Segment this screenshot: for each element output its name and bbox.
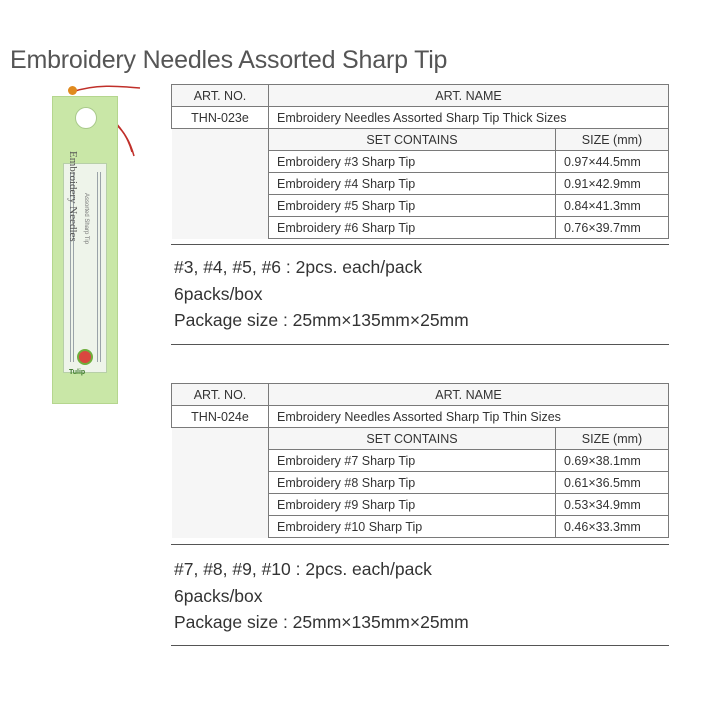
art-no-cell: THN-024e <box>172 406 269 428</box>
item-name-cell: Embroidery #3 Sharp Tip <box>269 151 556 173</box>
col-header-art-no: ART. NO. <box>172 85 269 107</box>
table-header-row <box>172 384 669 406</box>
info-line: 6packs/box <box>174 585 263 606</box>
item-name-cell: Embroidery #4 Sharp Tip <box>269 173 556 195</box>
info-line: Package size : 25mm×135mm×25mm <box>174 310 469 330</box>
needle-line <box>100 172 101 362</box>
art-name-cell: Embroidery Needles Assorted Sharp Tip Thick Sizes <box>269 107 669 129</box>
info-line: Package size : 25mm×135mm×25mm <box>174 612 469 632</box>
table-subheader-row <box>172 129 669 151</box>
col-header-art-name: ART. NAME <box>269 384 669 406</box>
item-size-cell: 0.84×41.3mm <box>556 195 669 217</box>
col-header-art-name: ART. NAME <box>269 85 669 107</box>
spec-table-thin <box>171 383 669 538</box>
item-size-cell: 0.76×39.7mm <box>556 217 669 239</box>
spec-table-thick <box>171 84 669 239</box>
info-line: 6packs/box <box>174 283 263 304</box>
hang-hole <box>75 107 97 129</box>
item-name-cell: Embroidery #9 Sharp Tip <box>269 494 556 516</box>
item-size-cell: 0.97×44.5mm <box>556 151 669 173</box>
table-header-row <box>172 85 669 107</box>
item-size-cell: 0.53×34.9mm <box>556 494 669 516</box>
col-header-size: SIZE (mm) <box>556 129 669 151</box>
table-subheader-row <box>172 428 669 450</box>
col-header-art-no: ART. NO. <box>172 384 269 406</box>
table-row <box>172 107 669 129</box>
divider <box>171 244 669 245</box>
needle-package <box>52 96 118 404</box>
divider <box>171 344 669 345</box>
col-header-size: SIZE (mm) <box>556 428 669 450</box>
package-brand-text: Embroidery Needles <box>67 151 79 242</box>
item-name-cell: Embroidery #6 Sharp Tip <box>269 217 556 239</box>
string-tag-icon <box>68 86 77 95</box>
divider <box>171 544 669 545</box>
package-sub-text: Assorted Sharp Tip <box>83 193 89 245</box>
item-name-cell: Embroidery #10 Sharp Tip <box>269 516 556 538</box>
item-name-cell: Embroidery #8 Sharp Tip <box>269 472 556 494</box>
art-no-cell: THN-023e <box>172 107 269 129</box>
art-name-cell: Embroidery Needles Assorted Sharp Tip Thin Sizes <box>269 406 669 428</box>
needle-line <box>97 172 98 362</box>
col-header-set-contains: SET CONTAINS <box>269 129 556 151</box>
info-line: #7, #8, #9, #10 : 2pcs. each/pack <box>174 559 432 579</box>
col-header-set-contains: SET CONTAINS <box>269 428 556 450</box>
item-name-cell: Embroidery #5 Sharp Tip <box>269 195 556 217</box>
package-logo-text: Tulip <box>69 369 86 376</box>
item-name-cell: Embroidery #7 Sharp Tip <box>269 450 556 472</box>
product-info-thick <box>174 254 469 334</box>
tulip-logo-icon <box>77 349 93 365</box>
divider <box>171 645 669 646</box>
item-size-cell: 0.69×38.1mm <box>556 450 669 472</box>
info-line: #3, #4, #5, #6 : 2pcs. each/pack <box>174 257 423 277</box>
page-title: Embroidery Needles Assorted Sharp Tip <box>10 46 448 74</box>
item-size-cell: 0.61×36.5mm <box>556 472 669 494</box>
item-size-cell: 0.46×33.3mm <box>556 516 669 538</box>
item-size-cell: 0.91×42.9mm <box>556 173 669 195</box>
product-info-thin <box>174 556 469 636</box>
table-row <box>172 406 669 428</box>
